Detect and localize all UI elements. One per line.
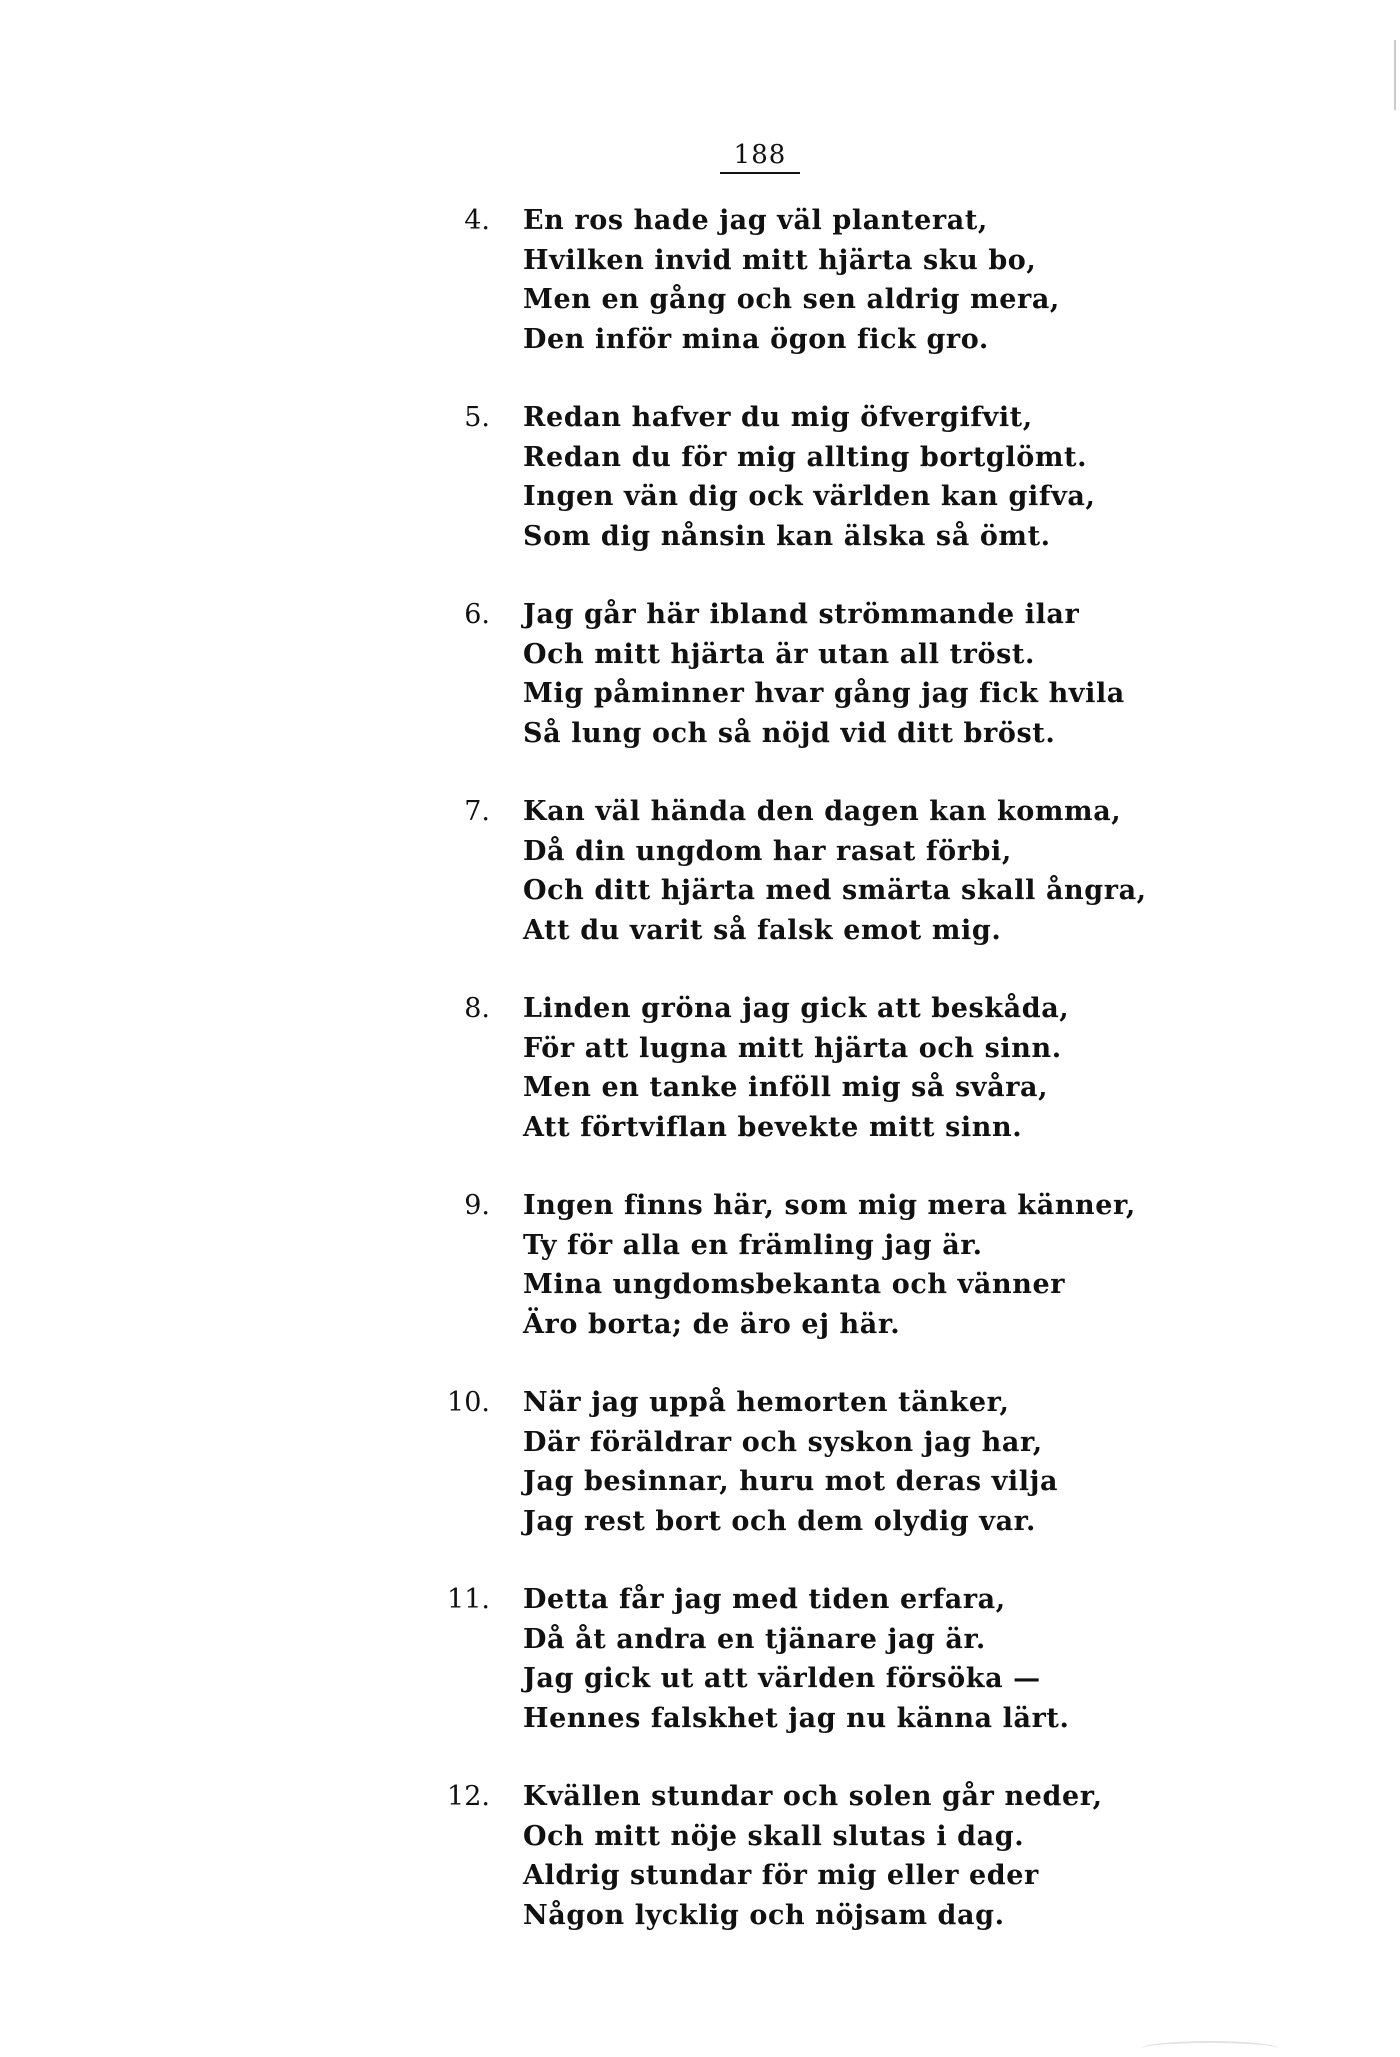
stanza-number: 11. (447, 1584, 490, 1615)
stanza-number: 7. (464, 796, 490, 827)
scan-edge-mark (1394, 40, 1396, 110)
verse-line: Mig påminner hvar gång jag fick hvila (523, 678, 1125, 709)
verse-line: Jag gick ut att världen försöka — (523, 1663, 1041, 1694)
verse-line: Kvällen stundar och solen går neder, (523, 1781, 1103, 1812)
verse-line: Ty för alla en främling jag är. (523, 1229, 983, 1261)
verse-line: Och mitt nöje skall slutas i dag. (523, 1820, 1025, 1852)
page-number-container (0, 140, 1400, 174)
verse-line: Men en tanke inföll mig så svåra, (523, 1072, 1049, 1103)
stanza-number: 4. (464, 205, 490, 236)
verse-line: Hennes falskhet jag nu känna lärt. (523, 1702, 1070, 1734)
stanza-lines (523, 595, 1125, 753)
stanza-9 (0, 1186, 1400, 1383)
stanza-6 (0, 595, 1400, 792)
stanza-lines (523, 1186, 1136, 1344)
stanza-lines (523, 201, 1060, 359)
stanza-lines (523, 1580, 1070, 1738)
verse-line: Redan hafver du mig öfvergifvit, (523, 402, 1033, 433)
verse-line: En ros hade jag väl planterat, (523, 205, 988, 236)
poem-body (0, 201, 1400, 1974)
stanza-7 (0, 792, 1400, 989)
stanza-number: 9. (464, 1190, 490, 1221)
verse-line: Då åt andra en tjänare jag är. (523, 1623, 986, 1655)
stanza-lines (523, 989, 1069, 1147)
verse-line: Så lung och så nöjd vid ditt bröst. (523, 717, 1056, 749)
stanza-number: 10. (447, 1387, 490, 1418)
verse-line: Men en gång och sen aldrig mera, (523, 284, 1060, 315)
verse-line: Att förtviflan bevekte mitt sinn. (523, 1111, 1023, 1143)
stanza-number: 5. (464, 402, 490, 433)
stanza-12 (0, 1777, 1400, 1974)
verse-line: Ingen finns här, som mig mera känner, (523, 1190, 1136, 1221)
stanza-8 (0, 989, 1400, 1186)
verse-line: Jag går här ibland strömmande ilar (523, 599, 1080, 630)
verse-line: För att lugna mitt hjärta och sinn. (523, 1032, 1062, 1064)
verse-line: Linden gröna jag gick att beskåda, (523, 993, 1070, 1024)
stanza-5 (0, 398, 1400, 595)
verse-line: Och mitt hjärta är utan all tröst. (523, 638, 1035, 670)
verse-line: Att du varit så falsk emot mig. (523, 914, 1002, 946)
verse-line: Då din ungdom har rasat förbi, (523, 835, 1012, 867)
verse-line: Någon lycklig och nöjsam dag. (523, 1899, 1005, 1931)
stanza-number: 12. (447, 1781, 490, 1812)
stanza-4 (0, 201, 1400, 398)
stanza-11 (0, 1580, 1400, 1777)
verse-line: Detta får jag med tiden erfara, (523, 1584, 1006, 1615)
stanza-lines (523, 1777, 1103, 1935)
verse-line: Som dig nånsin kan älska så ömt. (523, 520, 1051, 552)
verse-line: Kan väl hända den dagen kan komma, (523, 796, 1122, 827)
verse-line: Mina ungdomsbekanta och vänner (523, 1269, 1066, 1300)
verse-line: Ingen vän dig ock världen kan gifva, (523, 481, 1096, 512)
verse-line: Och ditt hjärta med smärta skall ångra, (523, 875, 1147, 906)
stanza-lines (523, 792, 1147, 950)
verse-line: Jag rest bort och dem olydig var. (523, 1505, 1037, 1537)
stanza-lines (523, 398, 1095, 556)
verse-line: Redan du för mig allting bortglömt. (523, 441, 1088, 473)
verse-line: Jag besinnar, huru mot deras vilja (523, 1466, 1059, 1497)
verse-line: Aldrig stundar för mig eller eder (523, 1860, 1039, 1891)
verse-line: Hvilken invid mitt hjärta sku bo, (523, 244, 1037, 276)
verse-line: När jag uppå hemorten tänker, (523, 1387, 1010, 1418)
stanza-lines (523, 1383, 1058, 1541)
page-number: 188 (720, 140, 801, 174)
stanza-10 (0, 1383, 1400, 1580)
verse-line: Den inför mina ögon fick gro. (523, 323, 989, 355)
stanza-number: 6. (464, 599, 490, 630)
verse-line: Äro borta; de äro ej här. (523, 1308, 901, 1340)
scan-watermark-fragment (1140, 2041, 1280, 2057)
verse-line: Där föräldrar och syskon jag har, (523, 1426, 1043, 1458)
stanza-number: 8. (464, 993, 490, 1024)
